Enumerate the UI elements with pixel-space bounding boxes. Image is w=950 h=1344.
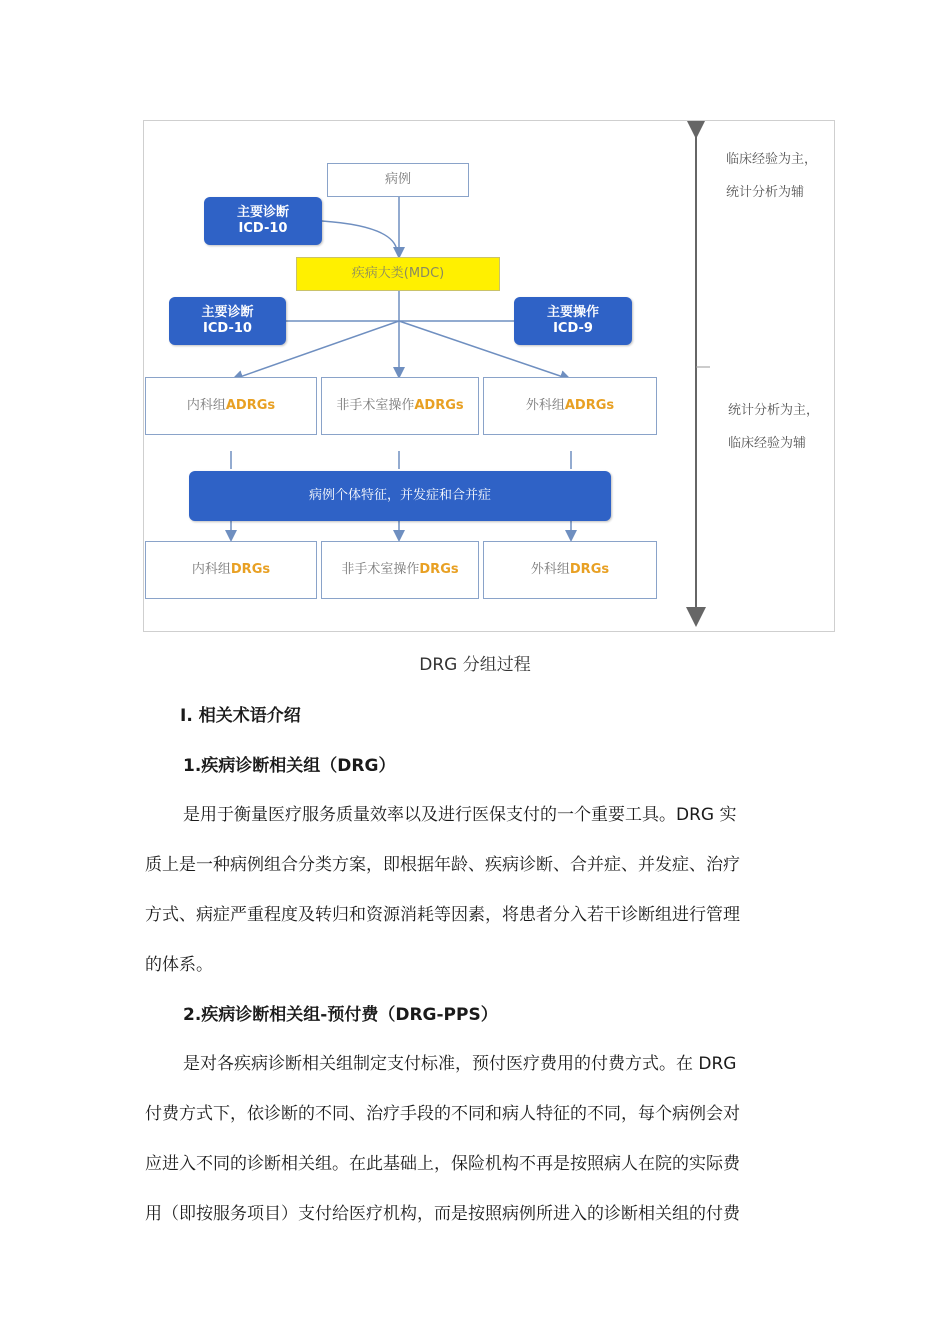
main-diagnosis-2-line2: ICD-10 (203, 321, 252, 336)
main-operation-line2: ICD-9 (553, 321, 593, 336)
adrg-non-or-suffix: ADRGs (414, 398, 464, 413)
drg-internal-prefix: 内科组 (191, 562, 231, 577)
drg-non-or-prefix: 非手术室操作 (341, 562, 420, 577)
main-diagnosis-1-line2: ICD-10 (238, 221, 288, 236)
main-operation-box (514, 297, 632, 345)
side-label-top-1: 临床经验为主， (726, 152, 818, 167)
drg-box-internal (145, 541, 317, 599)
sub1-line-1: 是用于衡量医疗服务质量效率以及进行医保支付的一个重要工具。DRG 实 (183, 805, 737, 825)
drg-surgical-prefix: 外科组 (530, 562, 570, 577)
adrg-internal-suffix: ADRGs (225, 398, 276, 413)
mdc-box (296, 257, 500, 291)
main-diagnosis-box-2 (169, 297, 286, 345)
adrg-non-or-prefix: 非手术室操作 (336, 398, 415, 413)
arrow-diag1-to-mdc (322, 221, 397, 251)
section-title: I. 相关术语介绍 (180, 706, 301, 726)
adrg-internal-prefix: 内科组 (186, 398, 226, 413)
drg-box-surgical (483, 541, 657, 599)
side-label-bottom-2: 临床经验为辅 (728, 436, 807, 451)
main-diagnosis-1-line1: 主要诊断 (236, 205, 289, 220)
drg-non-or-suffix: DRGs (419, 562, 459, 577)
case-box-label: 病例 (384, 172, 411, 187)
main-diagnosis-box-1 (204, 197, 322, 245)
sub1-line-3: 方式、病症严重程度及转归和资源消耗等因素，将患者分入若干诊断组进行管理 (145, 905, 740, 925)
sub2-line-1: 是对各疾病诊断相关组制定支付标准，预付医疗费用的付费方式。在 DRG (183, 1054, 737, 1074)
mdc-box-label: 疾病大类(MDC) (351, 266, 445, 281)
adrg-surgical-prefix: 外科组 (525, 398, 565, 413)
case-box (327, 163, 469, 197)
side-label-top-2: 统计分析为辅 (726, 185, 805, 200)
sub2-title: 2.疾病诊断相关组-预付费（DRG-PPS） (183, 1005, 498, 1025)
drg-flow-diagram (143, 120, 835, 632)
drg-box-non-or (321, 541, 479, 599)
sub1-line-2: 质上是一种病例组合分类方案，即根据年龄、疾病诊断、合并症、并发症、治疗 (145, 855, 740, 875)
drg-surgical-suffix: DRGs (569, 562, 610, 577)
features-box-label: 病例个体特征，并发症和合并症 (308, 488, 491, 503)
sub2-line-3: 应进入不同的诊断相关组。在此基础上，保险机构不再是按照病人在院的实际费 (145, 1154, 740, 1174)
side-label-bottom-1: 统计分析为主， (728, 403, 820, 418)
adrg-box-non-or (321, 377, 479, 435)
sub2-line-2: 付费方式下，依诊断的不同、治疗手段的不同和病人特征的不同，每个病例会对 (145, 1104, 740, 1124)
drg-internal-suffix: DRGs (230, 562, 271, 577)
adrg-surgical-suffix: ADRGs (564, 398, 615, 413)
main-operation-line1: 主要操作 (546, 305, 599, 320)
adrg-box-surgical (483, 377, 657, 435)
sub2-line-4: 用（即按服务项目）支付给医疗机构，而是按照病例所进入的诊断相关组的付费 (145, 1204, 740, 1224)
sub1-line-4: 的体系。 (145, 955, 213, 975)
figure-caption: DRG 分组过程 (419, 655, 531, 675)
adrg-box-internal (145, 377, 317, 435)
sub1-title: 1.疾病诊断相关组（DRG） (183, 756, 396, 776)
main-diagnosis-2-line1: 主要诊断 (201, 305, 254, 320)
features-box (189, 471, 611, 521)
